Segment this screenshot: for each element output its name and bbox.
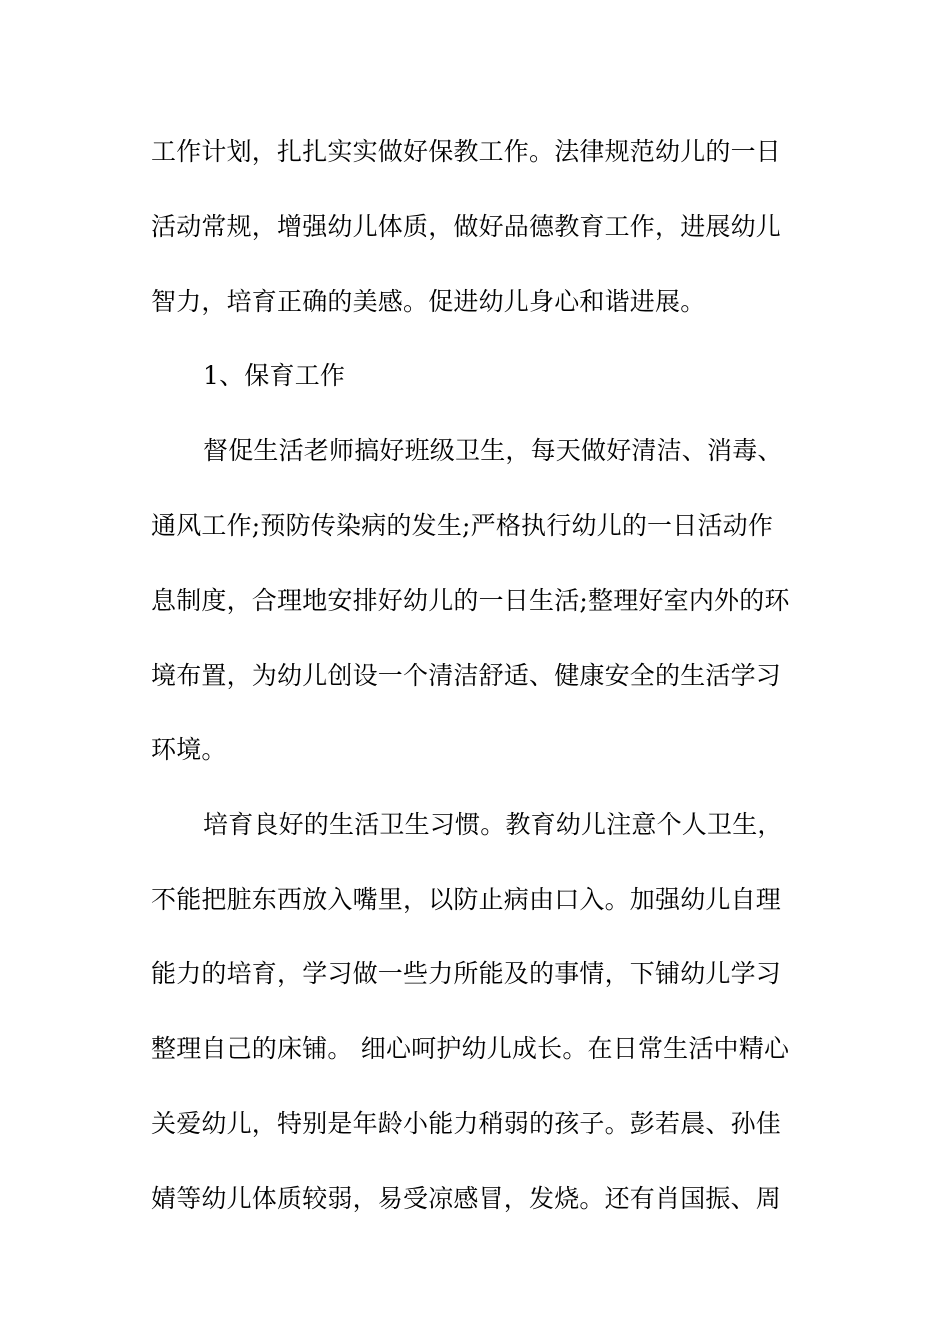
- text-line-3: 智力，培育正确的美感。促进幼儿身心和谐进展。: [151, 287, 706, 316]
- text-line-15: 婧等幼儿体质较弱，易受凉感冒，发烧。还有肖国振、周: [151, 1184, 782, 1213]
- text-line-12: 能力的培育，学习做一些力所能及的事情，下铺幼儿学习: [151, 959, 782, 988]
- text-line-11: 不能把脏东西放入嘴里，以防止病由口入。加强幼儿自理: [151, 885, 782, 914]
- text-line-6: 通风工作;预防传染病的发生;严格执行幼儿的一日活动作: [151, 511, 774, 540]
- text-line-5: 督促生活老师搞好班级卫生，每天做好清洁、消毒、: [203, 436, 783, 465]
- text-line-8: 境布置，为幼儿创设一个清洁舒适、健康安全的生活学习: [151, 661, 782, 690]
- text-line-13: 整理自己的床铺。 细心呵护幼儿成长。在日常生活中精心: [151, 1034, 790, 1063]
- text-line-10: 培育良好的生活卫生习惯。教育幼儿注意个人卫生，: [203, 810, 783, 839]
- text-line-7: 息制度，合理地安排好幼儿的一日生活;整理好室内外的环: [151, 586, 790, 615]
- text-line-2: 活动常规，增强幼儿体质，做好品德教育工作，进展幼儿: [151, 212, 782, 241]
- text-line-9: 环境。: [151, 735, 227, 764]
- section-heading: 1、保育工作: [203, 361, 346, 390]
- text-line-1: 工作计划，扎扎实实做好保教工作。法律规范幼儿的一日: [151, 137, 782, 166]
- text-line-14: 关爱幼儿，特别是年龄小能力稍弱的孩子。彭若晨、孙佳: [151, 1109, 782, 1138]
